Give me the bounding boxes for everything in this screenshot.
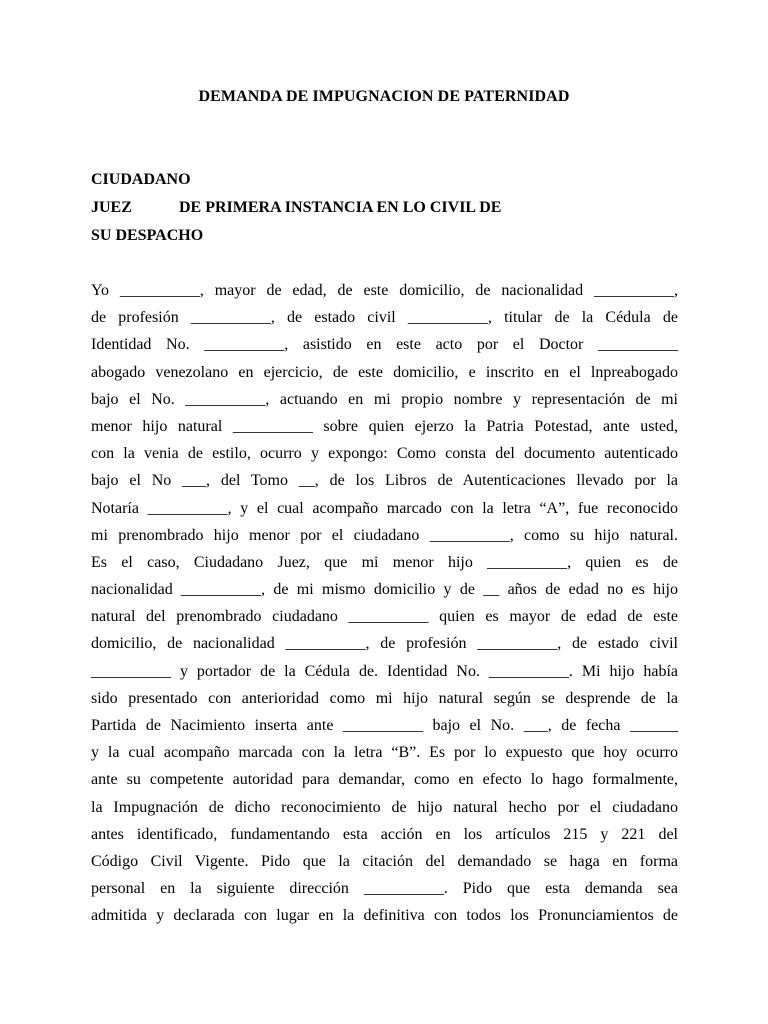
body-line: la Impugnación de dicho reconocimiento de hijo natural hecho por el ciudadano: [91, 798, 678, 816]
body-line: admitida y declarada con lugar en la definitiva con todos los Pronunciamientos de: [91, 907, 678, 925]
body-line: abogado venezolano en ejercicio, de este domicilio, e inscrito en el lnpreabogado: [91, 363, 678, 381]
document-body: [91, 281, 678, 934]
body-line: Es el caso, Ciudadano Juez, que mi menor hijo __________, quien es de: [91, 553, 678, 571]
body-line: y la cual acompaño marcada con la letra “B”. Es por lo expuesto que hoy ocurro: [91, 744, 678, 762]
body-line: nacionalidad __________, de mi mismo domicilio y de __ años de edad no es hijo: [91, 581, 678, 599]
body-line: Código Civil Vigente. Pido que la citación del demandado se haga en forma: [91, 852, 678, 870]
body-line: ante su competente autoridad para demandar, como en efecto lo hago formalmente,: [91, 771, 678, 789]
body-line: natural del prenombrado ciudadano __________ quien es mayor de edad de este: [91, 608, 678, 626]
body-line: de profesión __________, de estado civil __________, titular de la Cédula de: [91, 309, 678, 327]
body-line: bajo el No. __________, actuando en mi propio nombre y representación de mi: [91, 390, 678, 408]
addressee-juez-label: JUEZ: [91, 199, 132, 216]
body-line: Partida de Nacimiento inserta ante __________ bajo el No. ___, de fecha ______: [91, 717, 678, 734]
addressee-line-3: SU DESPACHO: [91, 227, 204, 244]
body-line: con la venia de estilo, ocurro y expongo: Como consta del documento autenticado: [91, 445, 678, 463]
addressee-line-1: CIUDADANO: [91, 171, 191, 188]
addressee-court: DE PRIMERA INSTANCIA EN LO CIVIL DE: [179, 199, 502, 216]
document-title: DEMANDA DE IMPUGNACION DE PATERNIDAD: [198, 88, 570, 105]
body-line: personal en la siguiente dirección __________. Pido que esta demanda sea: [91, 880, 678, 898]
body-line: menor hijo natural __________ sobre quien ejerzo la Patria Potestad, ante usted,: [91, 417, 678, 435]
body-line: Yo __________, mayor de edad, de este domicilio, de nacionalidad __________,: [91, 282, 678, 299]
body-line: mi prenombrado hijo menor por el ciudadano __________, como su hijo natural.: [91, 526, 678, 544]
body-line: sido presentado con anterioridad como mi hijo natural según se desprende de la: [91, 689, 678, 707]
body-line: bajo el No ___, del Tomo __, de los Libros de Autenticaciones llevado por la: [91, 472, 678, 490]
body-line: Identidad No. __________, asistido en este acto por el Doctor __________: [91, 336, 678, 354]
body-line: __________ y portador de la Cédula de. Identidad No. __________. Mi hijo había: [91, 662, 678, 680]
body-line: domicilio, de nacionalidad __________, de profesión __________, de estado civil: [91, 635, 678, 653]
body-line: antes identificado, fundamentando esta acción en los artículos 215 y 221 del: [91, 825, 678, 843]
addressee-block: [91, 170, 501, 254]
addressee-line-2: [91, 198, 501, 226]
body-line: Notaría __________, y el cual acompaño marcado con la letra “A”, fue reconocido: [91, 499, 678, 517]
